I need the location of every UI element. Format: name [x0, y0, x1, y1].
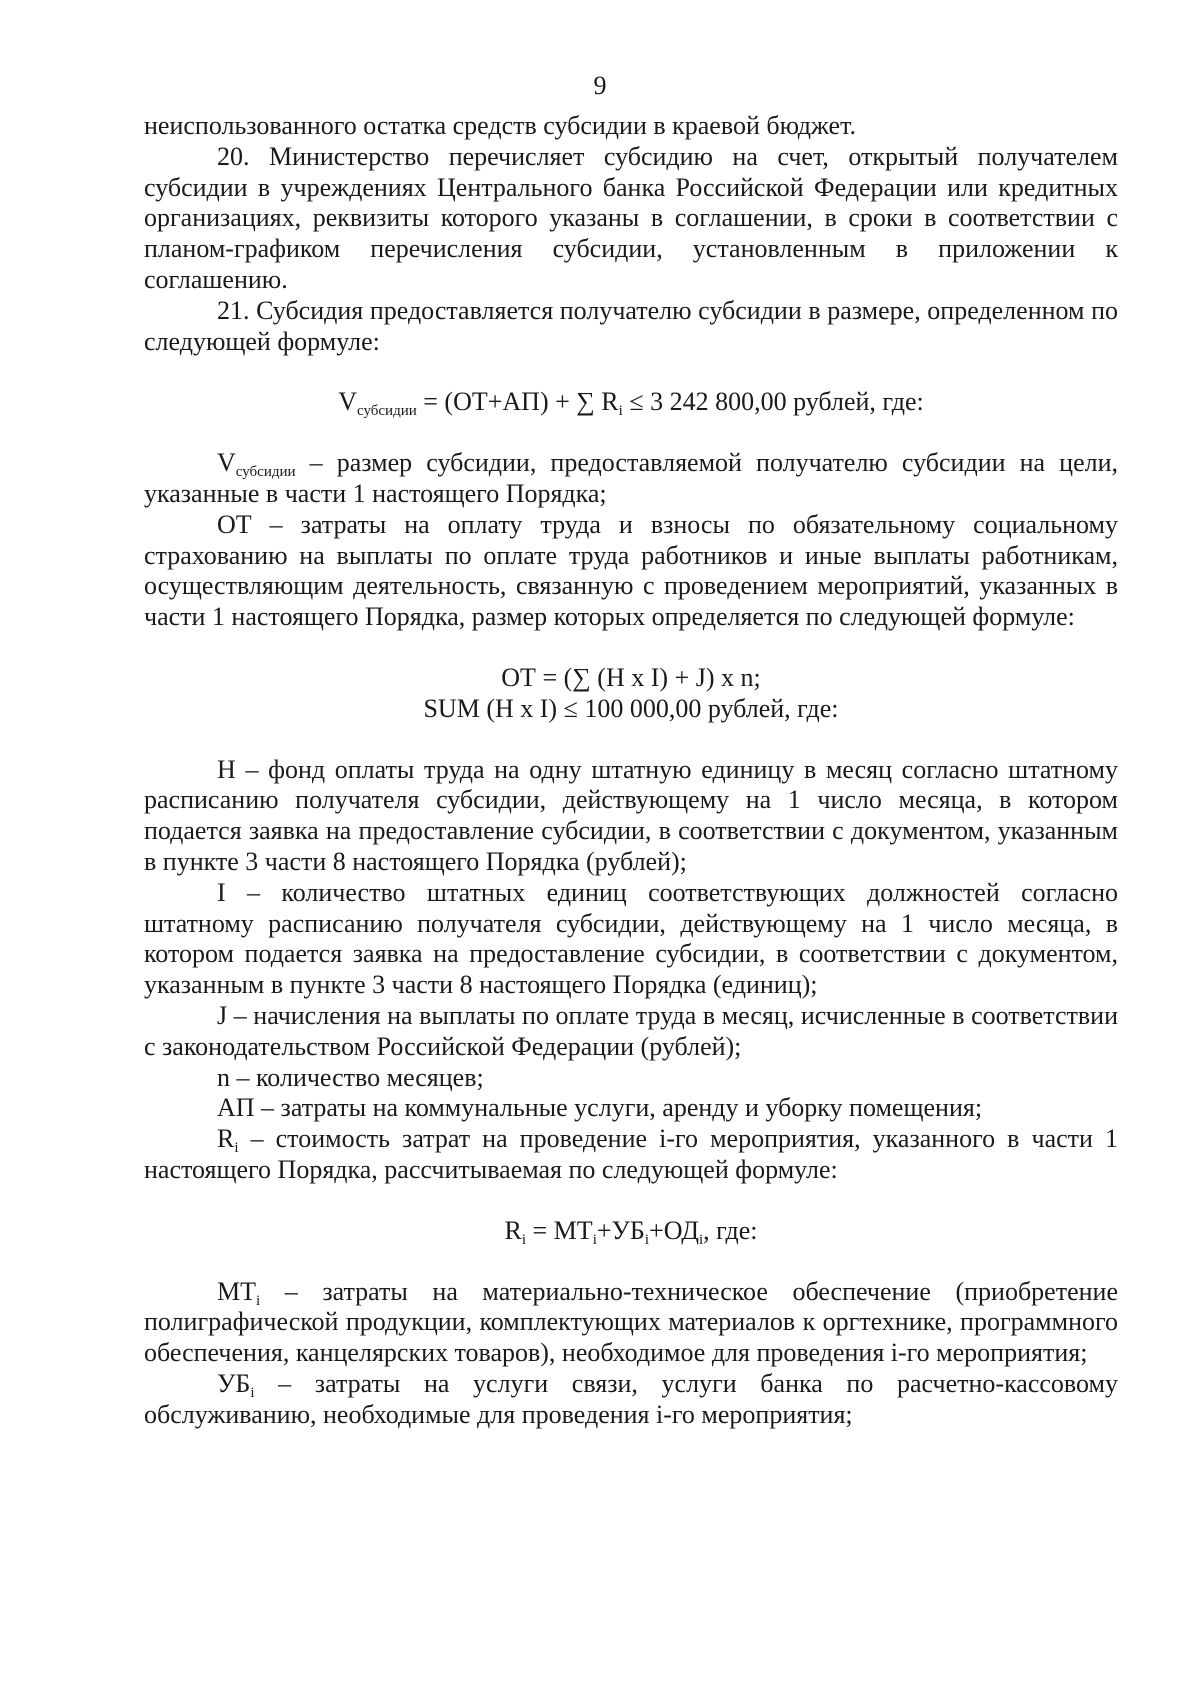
definition-i: I – количество штатных единиц соответствующих должностей согласно штатному расписанию получателя субсидии, действующему на 1 число месяца, в котором подается заявка на предоставление субсидии, в соответствии с документом, указанным в пункте 3 части 8 настоящего Порядка (единиц);: [144, 877, 1118, 1000]
definition-r-text: – стоимость затрат на проведение i-го мероприятия, указанного в части 1 настоящего Порядка, рассчитываемая по следующей формуле:: [144, 1124, 1118, 1184]
definition-ub-symbol: УБ: [217, 1368, 251, 1398]
definition-ub: [144, 1369, 1118, 1431]
definition-mt-text: – затраты на материально-техническое обеспечение (приобретение полиграфической продукции, комплектующих материалов к оргтехнике, программного обеспечения, канцелярских товаров), необходимое для проведения i-го мероприятия;: [144, 1276, 1118, 1368]
formula-r-sub-2: i: [592, 1231, 597, 1248]
formula-ot: ОТ = (∑ (H x I) + J) x n;: [501, 662, 761, 692]
definition-ub-subscript: i: [250, 1384, 255, 1401]
definition-ap: АП – затраты на коммунальные услуги, аренду и уборку помещения;: [217, 1093, 983, 1123]
definition-mt-symbol: МТ: [217, 1276, 256, 1306]
formula-r-symbol: R: [504, 1215, 522, 1245]
definition-mt: [144, 1277, 1118, 1369]
formula-i-subscript: i: [618, 403, 623, 420]
formula-v-subscript: субсидии: [356, 403, 417, 420]
definition-n: n – количество месяцев;: [217, 1062, 484, 1092]
formula-subsidy: [144, 387, 1118, 418]
formula-r-tail: , где:: [703, 1215, 758, 1245]
definition-j: J – начисления на выплаты по оплате труда в месяц, исчисленные в соответствии с законодательством Российской Федерации (рублей);: [144, 1000, 1118, 1061]
formula-r: [144, 1216, 1118, 1247]
formula-v: V: [338, 387, 357, 417]
paragraph-21: 21. Субсидия предоставляется получателю субсидии в размере, определенном по следующей формуле:: [144, 295, 1118, 356]
definition-r-subscript: i: [234, 1140, 239, 1157]
paragraph-20: 20. Министерство перечисляет субсидию на счет, открытый получателем субсидии в учреждениях Центрального банка Российской Федерации или кредитных организациях, реквизиты которого указаны в соглашении, в сроки в соответствии с планом-графиком перечисления субсидии, установленным в приложении к соглашению.: [144, 141, 1118, 294]
definition-r-symbol: R: [217, 1124, 235, 1154]
document-body: [144, 111, 1118, 1430]
definition-r: [144, 1124, 1118, 1186]
formula-r-mt: = МТ: [526, 1215, 593, 1245]
formula-tail: ≤ 3 242 800,00 рублей, где:: [622, 387, 924, 417]
formula-r-od: +ОД: [649, 1215, 699, 1245]
formula-r-ub: +УБ: [596, 1215, 645, 1245]
page-number: 9: [593, 71, 607, 100]
formula-sum: SUM (H x I) ≤ 100 000,00 рублей, где:: [423, 693, 839, 723]
definition-v-text: – размер субсидии, предоставляемой получателю субсидии на цели, указанные в части 1 настоящего Порядка;: [144, 448, 1118, 508]
definition-ub-text: – затраты на услуги связи, услуги банка по расчетно-кассовому обслуживанию, необходимые для проведения i-го мероприятия;: [144, 1368, 1118, 1429]
definition-v-subscript: субсидии: [235, 464, 296, 481]
formula-r-sub-4: i: [698, 1231, 704, 1248]
definition-v: [144, 448, 1118, 510]
formula-body: = (ОТ+АП) + ∑ R: [416, 387, 619, 417]
definition-mt-subscript: i: [256, 1292, 261, 1309]
formula-r-sub-1: i: [521, 1231, 527, 1248]
formula-r-sub-3: i: [644, 1231, 650, 1248]
definition-h: H – фонд оплаты труда на одну штатную единицу в месяц согласно штатному расписанию получателя субсидии, действующему на 1 число месяца, в котором подается заявка на предоставление субсидии, в соответствии с документом, указанным в пункте 3 части 8 настоящего Порядка (рублей);: [144, 754, 1118, 876]
paragraph-continuation: неиспользованного остатка средств субсидии в краевой бюджет.: [144, 111, 856, 140]
definition-ot: ОТ – затраты на оплату труда и взносы по обязательному социальному страхованию на выплаты по оплате труда работников и иные выплаты работникам, осуществляющим деятельность, связанную с проведением мероприятий, указанных в части 1 настоящего Порядка, размер которых определяется по следующей формуле:: [144, 509, 1118, 632]
definition-v-symbol: V: [217, 448, 236, 478]
